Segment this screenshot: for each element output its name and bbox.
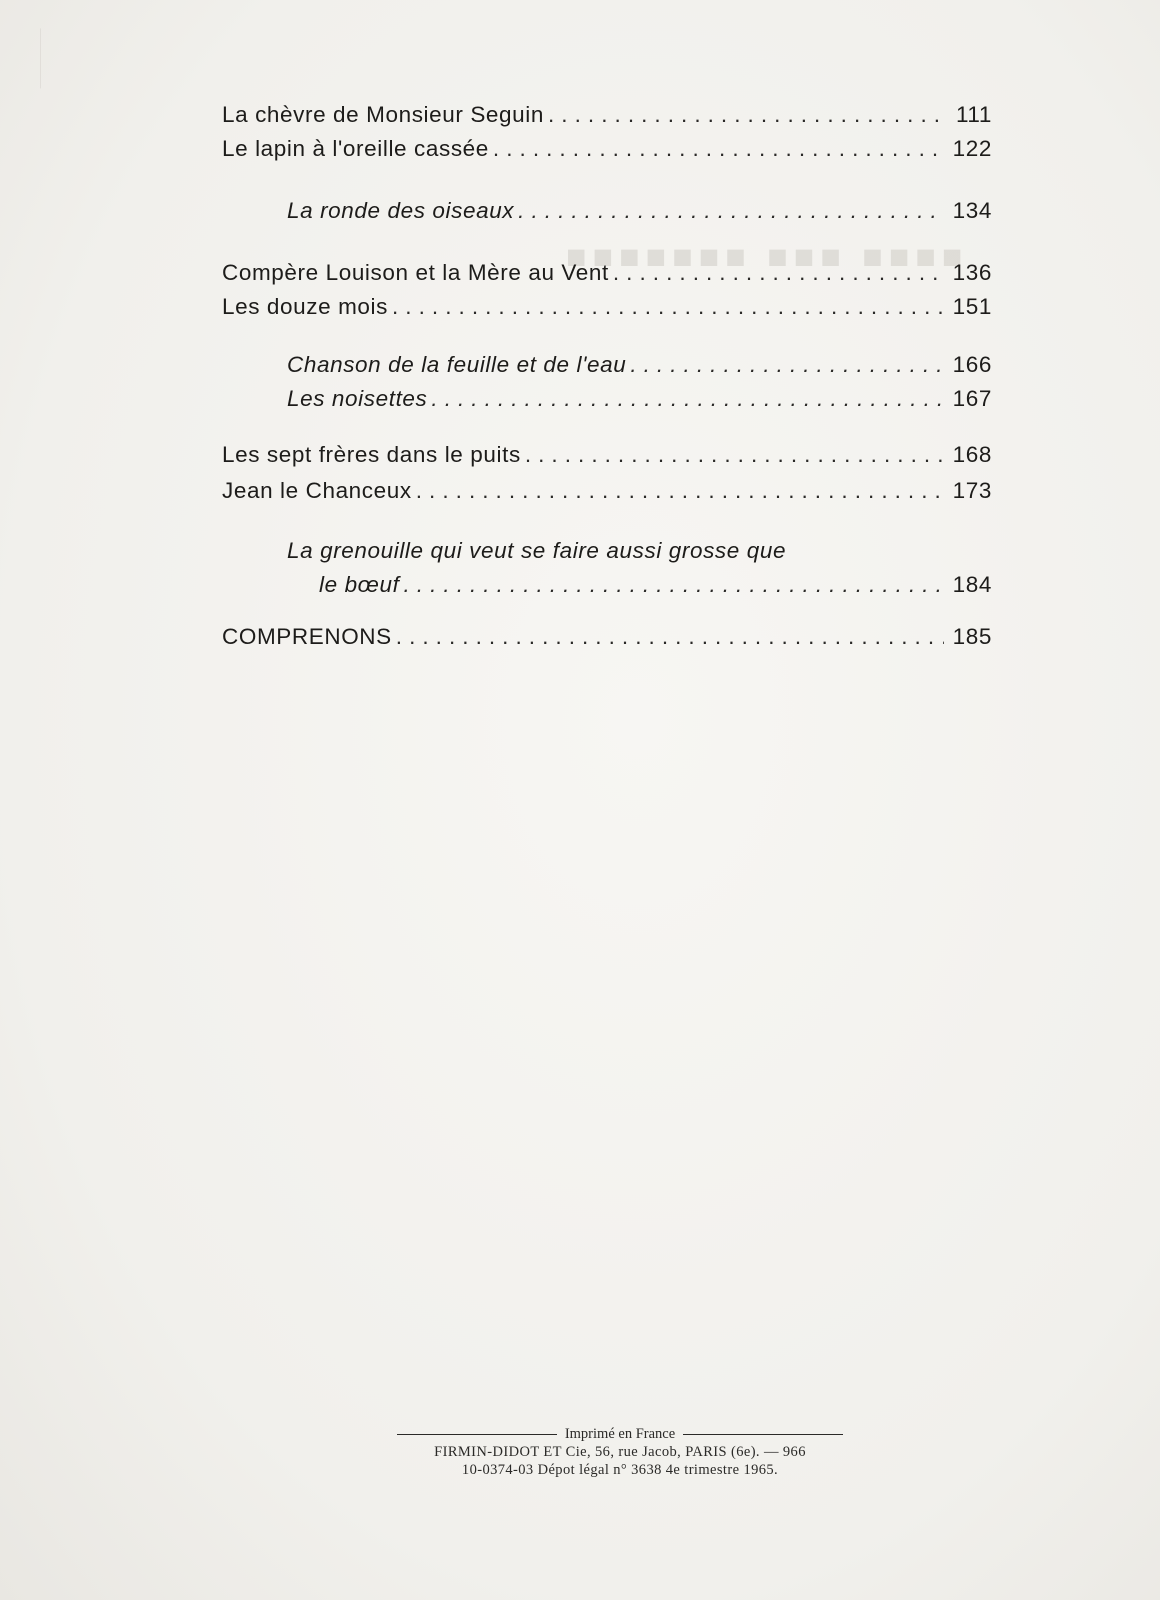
- toc-entry-title: Les noisettes: [287, 386, 428, 411]
- toc-entry[interactable]: [222, 294, 992, 328]
- leader-dots: [396, 624, 944, 650]
- leader-dots: [613, 260, 944, 286]
- printer-imprint: [340, 1425, 900, 1479]
- toc-entry-page: 134: [952, 198, 992, 223]
- toc-entry-title: Le lapin à l'oreille cassée: [222, 136, 489, 161]
- imprint-legal-deposit: 10-0374-03 Dépot légal n° 3638 4e trimestre 1965.: [461, 1462, 779, 1478]
- toc-entry[interactable]: [287, 198, 992, 232]
- toc-entry-title: Les sept frères dans le puits: [222, 442, 521, 467]
- toc-entry-page: 166: [952, 352, 992, 377]
- toc-entry-page: 167: [952, 386, 992, 411]
- leader-dots: [493, 136, 944, 162]
- divider: [397, 1434, 557, 1435]
- leader-dots: [630, 352, 944, 378]
- toc-entry[interactable]: [287, 386, 992, 420]
- toc-entry-title-line1: La grenouille qui veut se faire aussi grosse que: [287, 538, 787, 563]
- imprint-printer: FIRMIN-DIDOT ET Cie, 56, rue Jacob, PARIS (6e). — 966: [434, 1444, 806, 1460]
- toc-entry-page: 168: [952, 442, 992, 467]
- toc-entry-title: Jean le Chanceux: [222, 478, 412, 503]
- toc-entry[interactable]: [222, 136, 992, 170]
- corner-fold: [0, 0, 41, 89]
- toc-entry[interactable]: [222, 102, 992, 136]
- toc-entry[interactable]: [222, 442, 992, 476]
- toc-entry-page: 184: [952, 572, 992, 597]
- divider: [683, 1434, 843, 1435]
- toc-entry[interactable]: [287, 572, 992, 606]
- toc-entry-title: Compère Louison et la Mère au Vent: [222, 260, 609, 285]
- toc-entry[interactable]: [222, 478, 992, 512]
- toc-entry-page: 136: [952, 260, 992, 285]
- toc-entry-title: La ronde des oiseaux: [287, 198, 515, 223]
- toc-entry-page: 111: [955, 102, 992, 127]
- leader-dots: [416, 478, 944, 504]
- leader-dots: [431, 386, 944, 412]
- toc-entry[interactable]: [222, 260, 992, 294]
- leader-dots: [548, 102, 944, 128]
- imprint-rule-line: [340, 1425, 900, 1443]
- leader-dots: [525, 442, 944, 468]
- toc-entry[interactable]: [287, 352, 992, 386]
- toc-entry-title: Les douze mois: [222, 294, 388, 319]
- leader-dots: [403, 572, 944, 598]
- bleed-through-heading: ■■■■ ■■■ ■■■■■■■: [560, 238, 963, 276]
- leader-dots: [518, 198, 944, 224]
- toc-entry-page: 185: [952, 624, 992, 649]
- toc-entry-title: COMPRENONS: [222, 624, 392, 649]
- toc-entry-page: 173: [952, 478, 992, 503]
- toc-entry[interactable]: [222, 624, 992, 658]
- leader-dots: [392, 294, 944, 320]
- imprint-country: Imprimé en France: [564, 1426, 676, 1442]
- toc-entry-page: 151: [952, 294, 992, 319]
- toc-entry-title: Chanson de la feuille et de l'eau: [287, 352, 627, 377]
- toc-entry-title-line2: le bœuf: [319, 572, 400, 597]
- toc-entry-title: La chèvre de Monsieur Seguin: [222, 102, 544, 127]
- toc-entry-page: 122: [952, 136, 992, 161]
